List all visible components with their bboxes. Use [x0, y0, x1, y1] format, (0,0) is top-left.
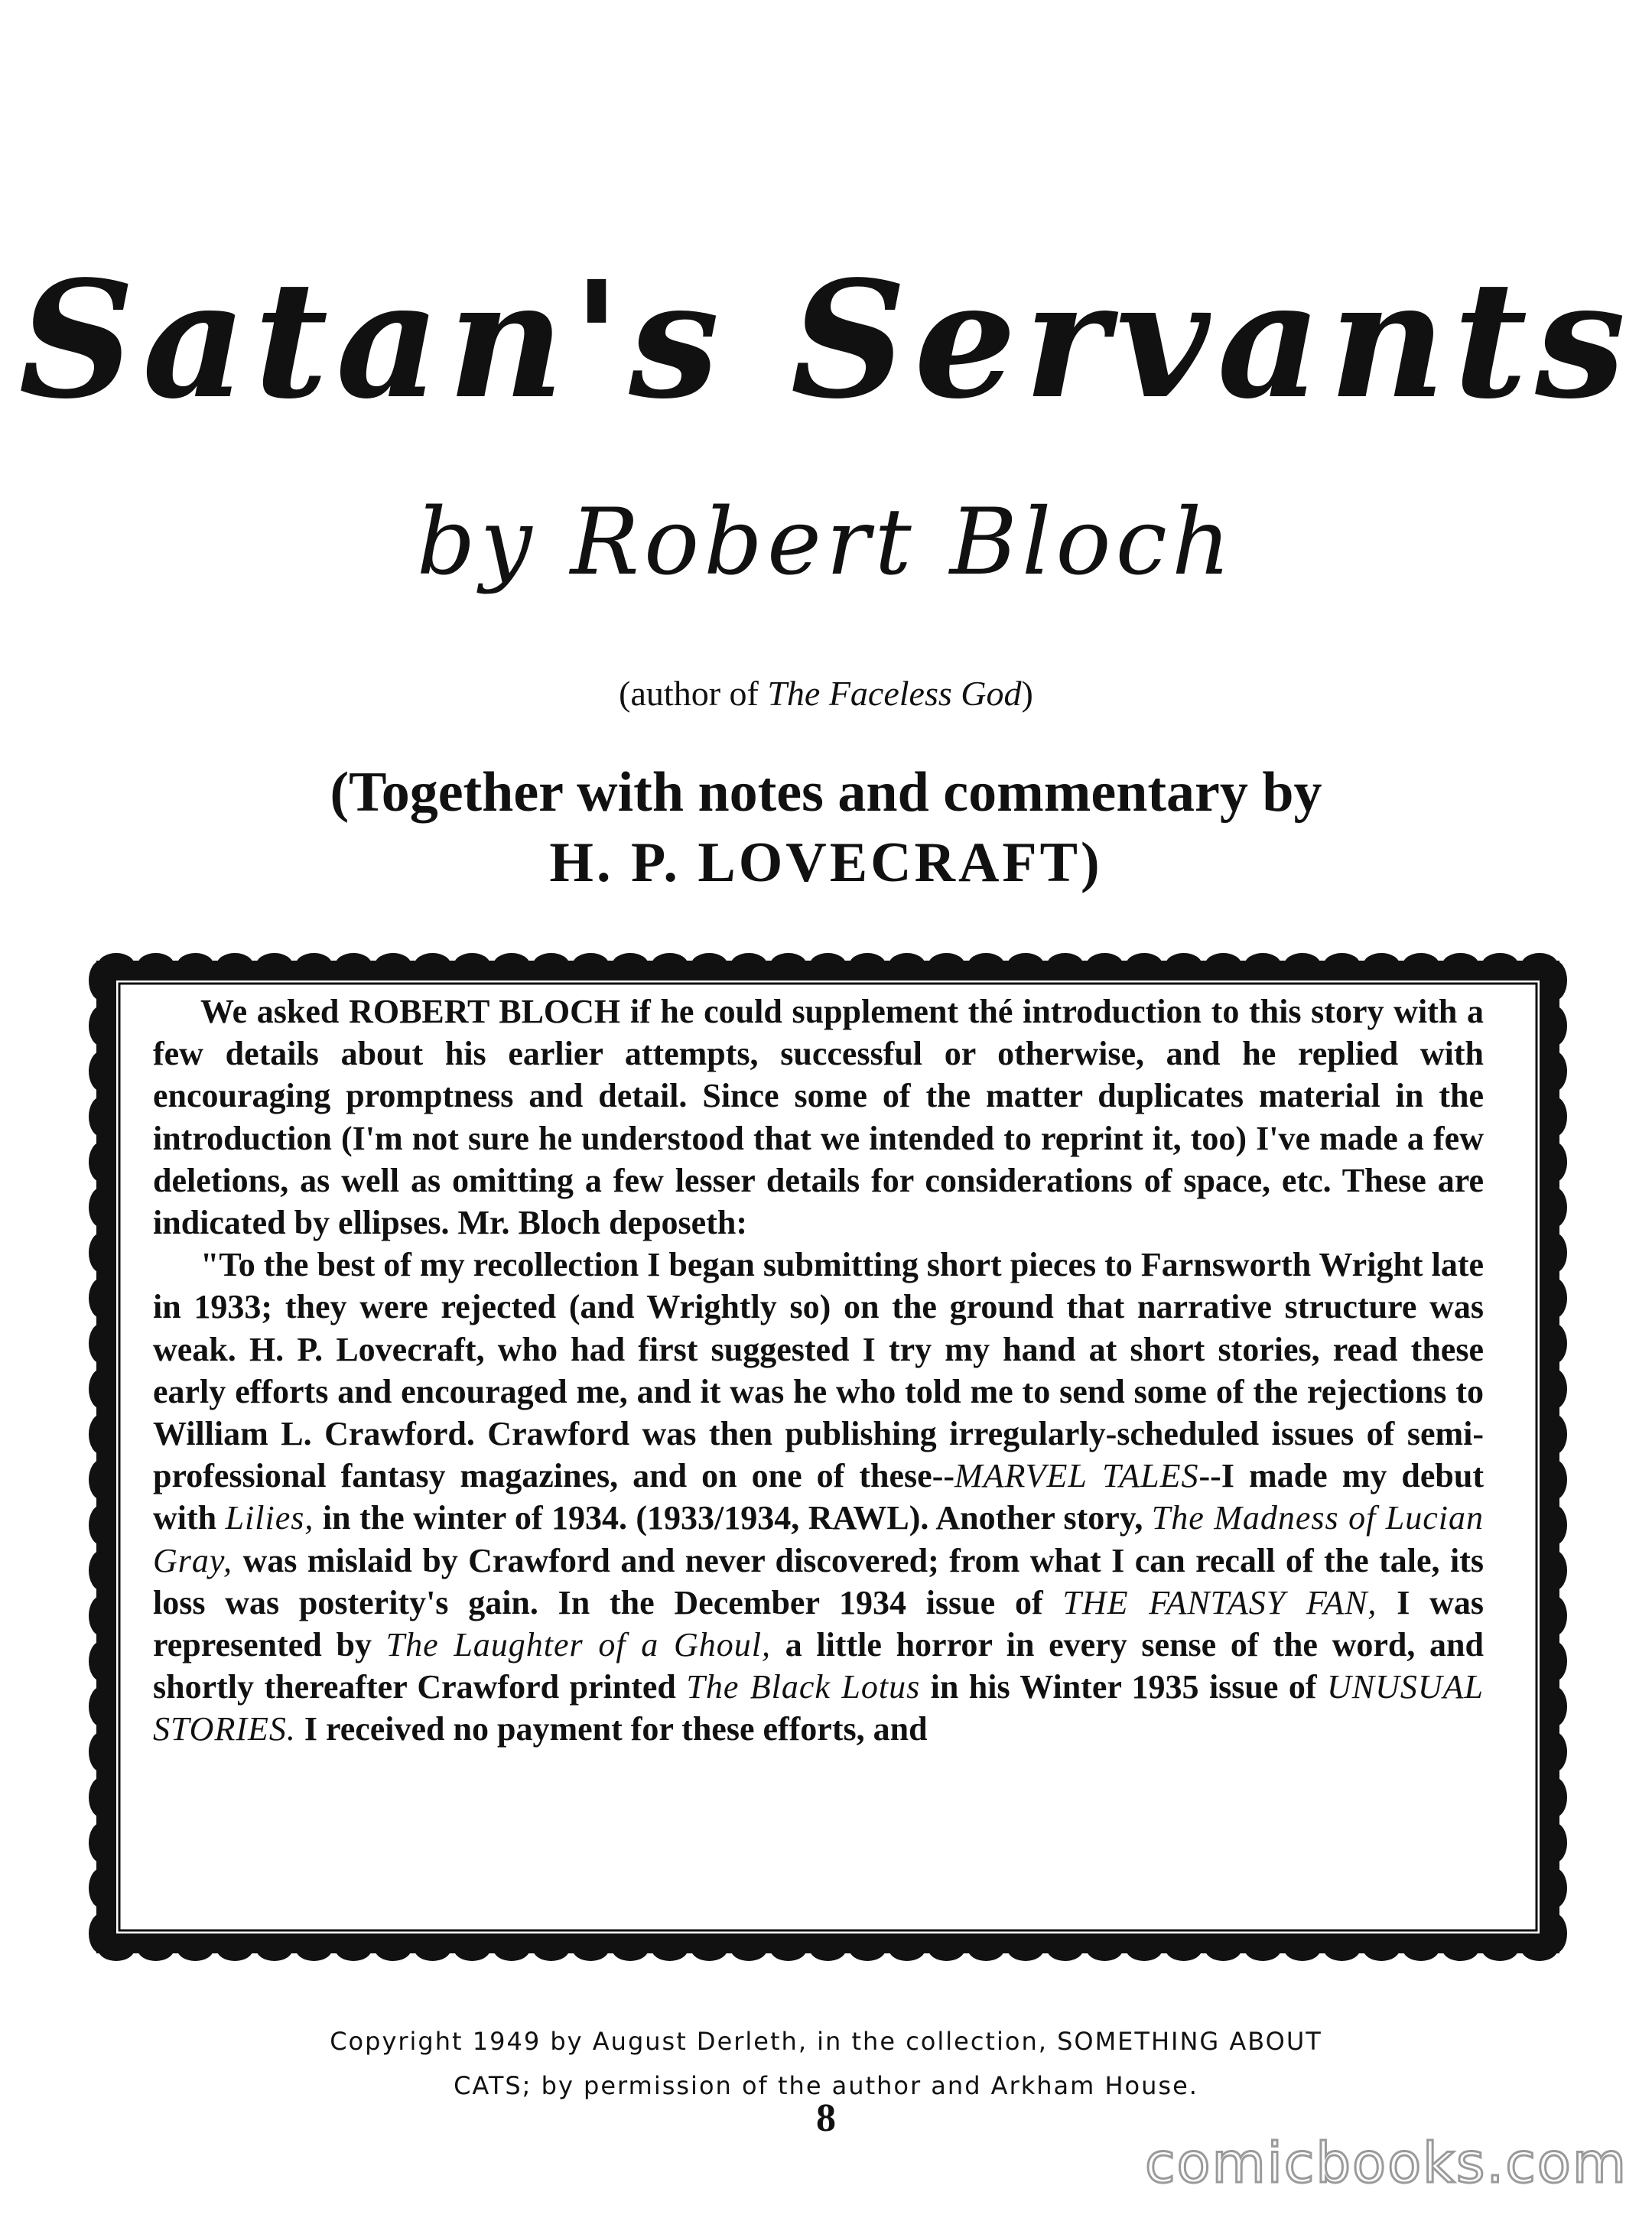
p2-text-h: I received no payment for these efforts, and — [295, 1710, 928, 1748]
p2-text-e: I was represented by — [153, 1583, 1484, 1664]
author-credit-prefix: (author of — [619, 674, 768, 713]
copyright-line-2: CATS; by permission of the author and Arkham House. — [454, 2071, 1198, 2100]
magazine-title-fantasy-fan: THE FANTASY FAN, — [1062, 1583, 1377, 1621]
p2-text-c: in the winter of 1934. (1933/1934, RAWL). Another story, — [314, 1499, 1152, 1537]
author-byline: by Robert Bloch — [416, 489, 1236, 596]
story-title-laughter-of-a-ghoul: The Laughter of a Ghoul, — [385, 1626, 771, 1664]
copyright-line-1: Copyright 1949 by August Derleth, in the collection, SOMETHING ABOUT — [330, 2027, 1322, 2056]
p2-text-f: a little horror in every sense of the word, and shortly thereafter Crawford printed — [153, 1626, 1484, 1706]
intro-paragraph-1: We asked ROBERT BLOCH if he could supplement thé introduction to this story with a few details about his earlier attempts, successful or otherwise, and he replied with encouraging promptness and detail. Since some of the matter duplicates material in the introduction (I'm not sure he understood that we intended to reprint it, too) I've made a few deletions, as well as omitting a few lesser details for considerations of space, etc. These are indicated by ellipses. Mr. Bloch deposeth: — [153, 993, 1484, 1242]
p2-text-g: in his Winter 1935 issue of — [920, 1668, 1327, 1706]
author-credit — [0, 673, 1652, 714]
page-number: 8 — [816, 2096, 836, 2140]
editor-intro-box — [153, 990, 1484, 1751]
commentary-line-1: (Together with notes and commentary by — [330, 761, 1322, 824]
author-credit-suffix: ) — [1021, 674, 1033, 713]
story-title-black-lotus: The Black Lotus — [686, 1668, 921, 1706]
intro-paragraph-2 — [153, 1244, 1484, 1750]
site-watermark: comicbooks.com — [1144, 2131, 1628, 2195]
p2-text-a: "To the best of my recollection I began submitting short pieces to Farnsworth Wright late in 1933; they were rejected (and Wrightly so) on the ground that narrative structure was weak. H. P. Lovecraft, who had first suggested I try my hand at short stories, read these early efforts and encouraged me, and it was he who told me to send some of the rejections to William L. Crawford. Crawford was then publishing irregularly-scheduled issues of semi-professional fantasy magazines, and on one of these-- — [153, 1246, 1484, 1495]
story-title-madness-of-lucian-gray: The Madness of Lucian Gray, — [153, 1499, 1484, 1579]
commentary-note — [0, 757, 1652, 898]
p2-text-d: was mislaid by Crawford and never discovered; from what I can recall of the tale, its loss was posterity's gain. In the December 1934 issue of — [153, 1541, 1484, 1621]
magazine-title-unusual-stories: UNUSUAL STORIES. — [153, 1668, 1484, 1748]
commentary-line-2: H. P. LOVECRAFT) — [549, 831, 1103, 894]
author-credit-work: The Faceless God — [767, 674, 1022, 713]
p2-text-b: --I made my debut with — [153, 1457, 1485, 1537]
copyright-notice — [0, 2019, 1652, 2108]
story-title-lilies: Lilies, — [225, 1499, 314, 1537]
magazine-title-marvel-tales: MARVEL TALES — [954, 1457, 1199, 1495]
story-title: Satan's Servants — [18, 246, 1634, 434]
